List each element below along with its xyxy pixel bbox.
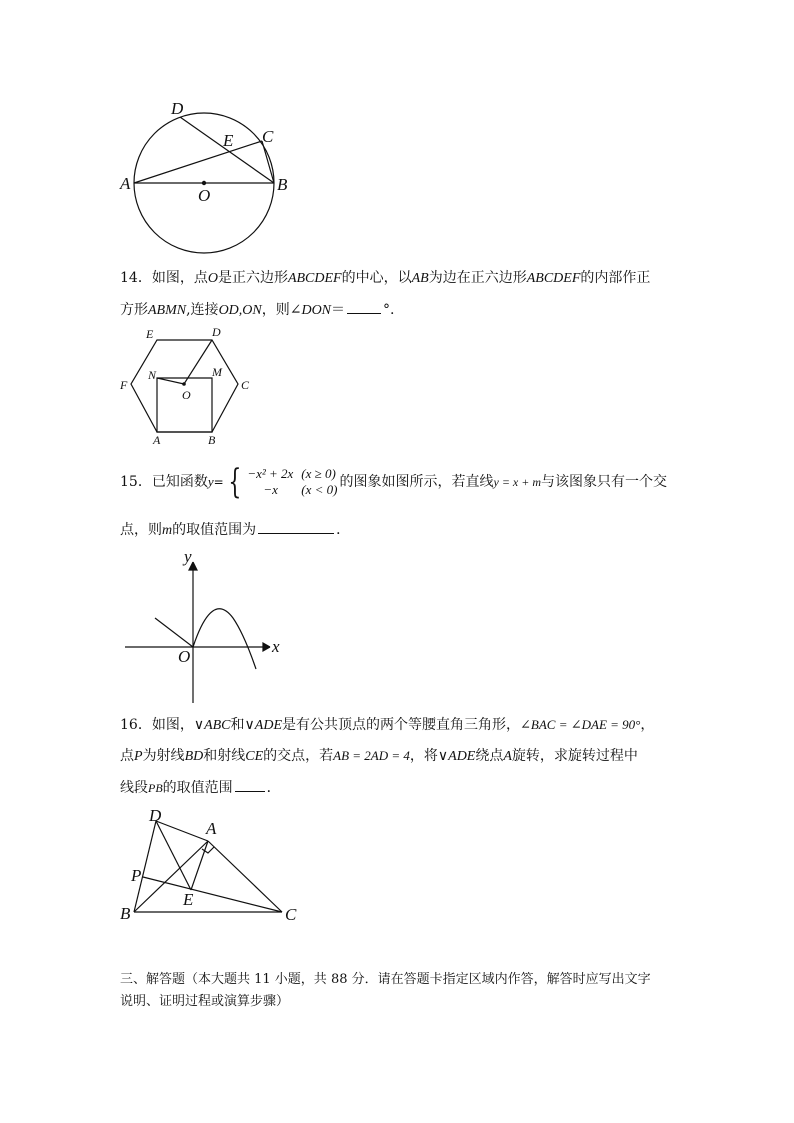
text: 的交点，若 — [263, 748, 334, 764]
question-15-line-2 — [120, 519, 680, 541]
point-label-c: C — [241, 378, 250, 392]
answer-blank[interactable] — [235, 777, 265, 792]
math: y — [207, 474, 214, 489]
math: BD — [184, 749, 204, 764]
text: ， — [640, 717, 655, 733]
point-label-m: M — [212, 365, 222, 379]
point-label-e: E — [183, 890, 194, 909]
text: 旋转，求旋转过程中 — [511, 748, 638, 764]
section-heading-line-2: 说明、证明过程或演算步骤） — [120, 994, 290, 1009]
math: PB — [148, 781, 163, 795]
text: 如图，点 — [151, 270, 208, 286]
circle-diagram — [110, 95, 310, 260]
question-15-line-1 — [120, 462, 680, 502]
point-label-d: D — [212, 325, 221, 339]
text: ,连接 — [186, 302, 219, 318]
text: ． — [336, 522, 351, 538]
point-label-a: A — [153, 433, 161, 447]
text: 的内部作正 — [580, 270, 651, 286]
math: ABMN — [148, 303, 187, 318]
math: (x ≥ 0) — [301, 466, 336, 481]
question-number: 15． — [120, 474, 152, 490]
text: 的取值范围为 — [172, 522, 257, 538]
math: (x < 0) — [301, 482, 338, 497]
question-14-line-2 — [120, 299, 680, 321]
point-label-e: E — [223, 131, 234, 150]
answer-blank[interactable] — [258, 519, 334, 534]
point-label-p: P — [131, 866, 142, 885]
hexagon-diagram — [110, 322, 260, 450]
text: ，则 — [261, 302, 290, 318]
math: ∨ABC — [193, 718, 231, 733]
piecewise-expressions — [247, 466, 293, 498]
math: O — [207, 271, 218, 286]
point-label-a: A — [206, 819, 217, 838]
text: ＝ — [331, 302, 346, 318]
math: ∠BAC = ∠DAE = 90° — [520, 717, 641, 732]
question-16-line-3 — [120, 777, 680, 798]
question-14-line-1 — [120, 268, 680, 289]
math: ∨ADE — [437, 749, 476, 764]
math: ∨ADE — [244, 718, 282, 733]
math: OD,ON — [218, 303, 262, 318]
answer-blank[interactable] — [347, 299, 381, 314]
origin-label: O — [178, 647, 191, 666]
math: P — [134, 749, 143, 764]
section-heading — [120, 969, 680, 1013]
point-label-b: B — [277, 175, 288, 194]
question-16-line-1 — [120, 715, 680, 736]
point-label-c: C — [285, 905, 297, 924]
text: ． — [266, 780, 281, 796]
math: CE — [245, 749, 264, 764]
point-label-a: A — [120, 174, 131, 193]
brace: { — [228, 462, 241, 502]
math: = — [213, 475, 224, 489]
text: 是正六边形 — [217, 270, 288, 286]
question-16-line-2 — [120, 746, 680, 767]
text: ，将 — [409, 748, 438, 764]
point-label-d: D — [171, 99, 184, 118]
math: AB = 2AD = 4 — [333, 748, 410, 763]
point-label-b: B — [208, 433, 216, 447]
text: 和 — [230, 717, 245, 733]
math: −x² + 2x — [247, 466, 294, 481]
point-label-n: N — [148, 368, 157, 382]
math: −x — [263, 482, 278, 497]
point-label-o: O — [198, 186, 211, 205]
triangles-diagram — [112, 805, 312, 925]
function-graph — [120, 548, 290, 708]
text: 的中心，以 — [341, 270, 412, 286]
math: m — [162, 523, 173, 538]
point-label-c: C — [262, 127, 274, 146]
math: y = x + m — [493, 475, 542, 489]
question-number: 14． — [120, 270, 152, 286]
point-label-b: B — [120, 904, 131, 923]
math: ABCDEF — [287, 271, 342, 286]
text: 已知函数 — [151, 474, 208, 490]
text: 为射线 — [142, 748, 185, 764]
point-label-e: E — [146, 327, 154, 341]
text: 和射线 — [203, 748, 246, 764]
section-heading-line-1: 三、解答题（本大题共 11 小题，共 88 分．请在答题卡指定区域内作答，解答时应写出文字 — [120, 972, 651, 987]
text: 是有公共顶点的两个等腰直角三角形， — [282, 717, 520, 733]
point-label-f: F — [120, 378, 128, 392]
math: ABCDEF — [526, 271, 581, 286]
text: 如图， — [151, 717, 194, 733]
text: 的取值范围 — [162, 780, 233, 796]
text: 线段 — [120, 780, 148, 796]
piecewise-conditions — [301, 466, 337, 498]
text: °. — [383, 302, 395, 318]
text: 点 — [120, 748, 134, 764]
point-label-o: O — [182, 388, 191, 402]
text: 与该图象只有一个交 — [541, 474, 668, 490]
text: 方形 — [120, 302, 148, 318]
math: AB — [411, 271, 429, 286]
axis-label-x: x — [272, 637, 280, 656]
point-label-d: D — [149, 806, 162, 825]
text: 的图象如图所示，若直线 — [339, 474, 494, 490]
text: 绕点 — [475, 748, 504, 764]
math: ∠DON — [289, 303, 332, 318]
text: 为边在正六边形 — [428, 270, 527, 286]
text: 点，则 — [120, 522, 162, 538]
math: A — [503, 749, 512, 764]
axis-label-y: y — [184, 547, 192, 566]
question-number: 16． — [120, 717, 152, 733]
